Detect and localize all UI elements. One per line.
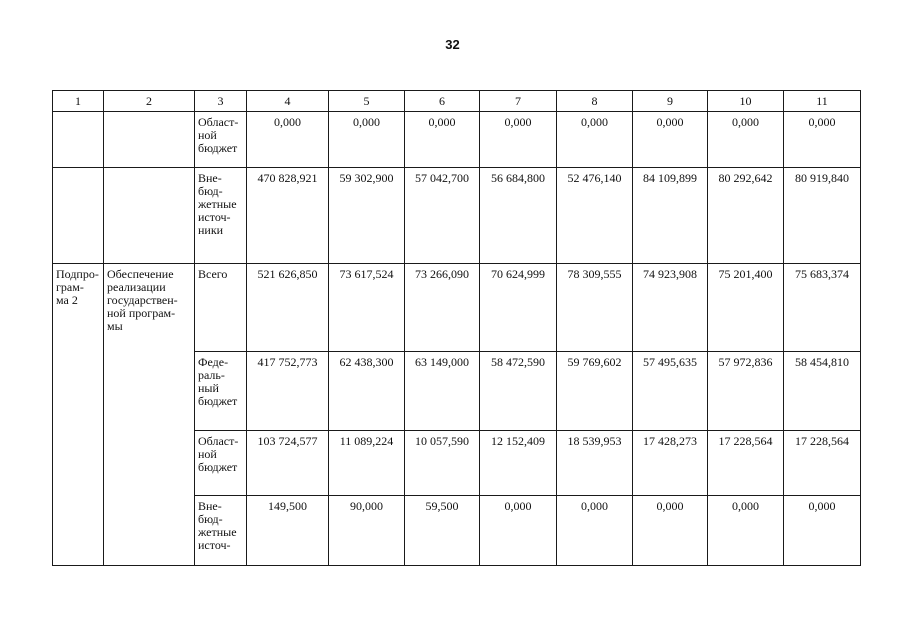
table-row [53, 264, 861, 352]
funding-source-cell: Всего [195, 264, 247, 352]
column-header: 6 [405, 91, 480, 112]
program-cell [53, 168, 104, 264]
value-cell: 417 752,773 [247, 352, 329, 431]
column-header: 4 [247, 91, 329, 112]
value-cell: 73 617,524 [329, 264, 405, 352]
column-header: 10 [708, 91, 784, 112]
value-cell: 0,000 [784, 496, 861, 566]
value-cell: 90,000 [329, 496, 405, 566]
value-cell: 73 266,090 [405, 264, 480, 352]
value-cell: 11 089,224 [329, 431, 405, 496]
value-cell: 59 302,900 [329, 168, 405, 264]
column-header: 7 [480, 91, 557, 112]
value-cell: 58 472,590 [480, 352, 557, 431]
value-cell: 103 724,577 [247, 431, 329, 496]
value-cell: 521 626,850 [247, 264, 329, 352]
value-cell: 0,000 [708, 112, 784, 168]
funding-source-cell: Феде- раль- ный бюджет [195, 352, 247, 431]
column-header: 8 [557, 91, 633, 112]
value-cell: 0,000 [480, 112, 557, 168]
value-cell: 74 923,908 [633, 264, 708, 352]
value-cell: 62 438,300 [329, 352, 405, 431]
value-cell: 59,500 [405, 496, 480, 566]
header-row [53, 91, 861, 112]
value-cell: 80 919,840 [784, 168, 861, 264]
value-cell: 0,000 [557, 496, 633, 566]
program-cell [53, 112, 104, 168]
table-row [53, 112, 861, 168]
title-cell [104, 168, 195, 264]
value-cell: 80 292,642 [708, 168, 784, 264]
value-cell: 0,000 [708, 496, 784, 566]
page-number: 32 [445, 37, 460, 52]
value-cell: 470 828,921 [247, 168, 329, 264]
value-cell: 63 149,000 [405, 352, 480, 431]
value-cell: 59 769,602 [557, 352, 633, 431]
value-cell: 0,000 [405, 112, 480, 168]
value-cell: 57 495,635 [633, 352, 708, 431]
funding-source-cell: Вне- бюд- жетные источ- [195, 496, 247, 566]
program-cell: Подпро- грам- ма 2 [53, 264, 104, 566]
value-cell: 75 683,374 [784, 264, 861, 352]
value-cell: 0,000 [557, 112, 633, 168]
funding-source-cell: Вне- бюд- жетные источ- ники [195, 168, 247, 264]
funding-source-cell: Област- ной бюджет [195, 431, 247, 496]
value-cell: 18 539,953 [557, 431, 633, 496]
value-cell: 75 201,400 [708, 264, 784, 352]
value-cell: 70 624,999 [480, 264, 557, 352]
value-cell: 17 228,564 [708, 431, 784, 496]
value-cell: 0,000 [784, 112, 861, 168]
title-cell: Обеспечение реализации государствен- ной програм- мы [104, 264, 195, 566]
value-cell: 0,000 [633, 112, 708, 168]
value-cell: 12 152,409 [480, 431, 557, 496]
column-header: 5 [329, 91, 405, 112]
value-cell: 78 309,555 [557, 264, 633, 352]
table-row [53, 168, 861, 264]
value-cell: 52 476,140 [557, 168, 633, 264]
value-cell: 0,000 [329, 112, 405, 168]
funding-source-cell: Област- ной бюджет [195, 112, 247, 168]
column-header: 2 [104, 91, 195, 112]
value-cell: 149,500 [247, 496, 329, 566]
value-cell: 0,000 [480, 496, 557, 566]
value-cell: 57 042,700 [405, 168, 480, 264]
value-cell: 17 228,564 [784, 431, 861, 496]
column-header: 1 [53, 91, 104, 112]
title-cell [104, 112, 195, 168]
column-header: 3 [195, 91, 247, 112]
value-cell: 57 972,836 [708, 352, 784, 431]
value-cell: 0,000 [633, 496, 708, 566]
value-cell: 10 057,590 [405, 431, 480, 496]
value-cell: 56 684,800 [480, 168, 557, 264]
value-cell: 17 428,273 [633, 431, 708, 496]
column-header: 9 [633, 91, 708, 112]
value-cell: 58 454,810 [784, 352, 861, 431]
budget-table [52, 90, 861, 566]
column-header: 11 [784, 91, 861, 112]
value-cell: 84 109,899 [633, 168, 708, 264]
value-cell: 0,000 [247, 112, 329, 168]
